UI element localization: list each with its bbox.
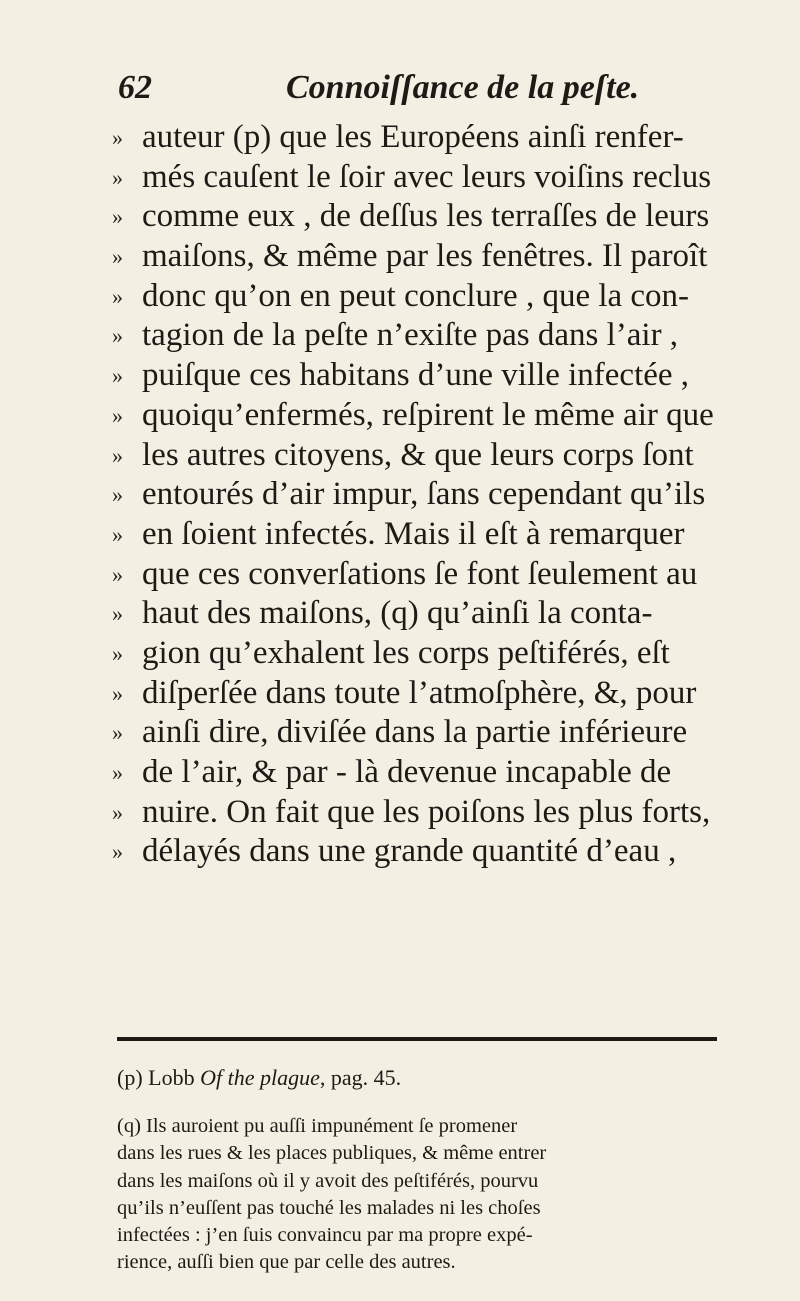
text-line: » entourés d’air impur, ſans cependant qu’ils (112, 475, 722, 515)
footnote-line: (q) Ils auroient pu auſſi impunément ſe promener (117, 1115, 518, 1137)
footnote-q (117, 1113, 722, 1277)
text-line: » tagion de la peſte n’exiſte pas dans l’air , (112, 316, 722, 356)
quote-mark: » (112, 482, 123, 508)
footnote-line: dans les maiſons où il y avoit des peſtiférés, pourvu (117, 1169, 539, 1192)
page-number: 62 (118, 69, 152, 106)
quote-mark: » (112, 640, 123, 666)
footnotes (117, 1063, 722, 1277)
text-line: » ainſi dire, diviſée dans la partie inférieure (112, 713, 722, 753)
footnote-line: rience, auſſi bien que par celle des autres. (117, 1251, 456, 1274)
text-line: » délayés dans une grande quantité d’eau , (112, 832, 722, 872)
quote-mark: » (112, 363, 123, 389)
text-line: » quoiqu’enfermés, reſpirent le même air que (112, 396, 722, 436)
quote-mark: » (112, 164, 123, 190)
quote-mark: » (112, 601, 123, 627)
quote-mark: » (112, 323, 123, 349)
footnote-divider (117, 1037, 717, 1041)
text-line: » auteur (p) que les Européens ainſi renfer- (112, 118, 722, 158)
quote-mark: » (112, 402, 123, 428)
quote-mark: » (112, 244, 123, 270)
text-line: » de l’air, & par - là devenue incapable de (112, 753, 722, 793)
quote-mark: » (112, 839, 123, 865)
text-line: » puiſque ces habitans d’une ville infectée , (112, 356, 722, 396)
page-header (118, 68, 678, 108)
main-text (112, 118, 722, 872)
running-title: Connoiſſance de la peſte. (286, 69, 640, 106)
footnote-line: dans les rues & les places publiques, & même entrer (117, 1142, 547, 1165)
quote-mark: » (112, 799, 123, 825)
footnote-line: qu’ils n’euſſent pas touché les malades ni les choſes (117, 1196, 541, 1219)
quote-mark: » (112, 442, 123, 468)
quote-mark: » (112, 283, 123, 309)
quote-mark: » (112, 760, 123, 785)
quote-mark: » (112, 125, 123, 150)
quote-mark: » (112, 521, 123, 547)
text-line: » més cauſent le ſoir avec leurs voiſins reclus (112, 158, 722, 198)
text-line: » comme eux , de deſſus les terraſſes de leurs (112, 197, 722, 237)
quote-mark: » (112, 720, 123, 746)
text-line: » que ces converſations ſe font ſeulement au (112, 555, 722, 595)
quote-mark: » (112, 561, 123, 587)
text-line: » les autres citoyens, & que leurs corps ſont (112, 436, 722, 476)
text-line: » gion qu’exhalent les corps peſtiférés, eſt (112, 634, 722, 674)
quote-mark: » (112, 680, 123, 706)
footnote-p: (p) Lobb Of the plague, pag. 45. (117, 1065, 402, 1090)
footnote-line: infectées : j’en ſuis convaincu par ma propre expé- (117, 1224, 533, 1247)
text-line: » nuire. On fait que les poiſons les plus forts, (112, 793, 722, 833)
text-line: » donc qu’on en peut conclure , que la con- (112, 277, 722, 317)
quote-mark: » (112, 204, 123, 230)
text-line: » diſperſée dans toute l’atmoſphère, &, pour (112, 674, 722, 714)
text-line: » maiſons, & même par les fenêtres. Il paroît (112, 237, 722, 277)
text-line: » haut des maiſons, (q) qu’ainſi la conta- (112, 594, 722, 634)
text-line: » en ſoient infectés. Mais il eſt à remarquer (112, 515, 722, 555)
